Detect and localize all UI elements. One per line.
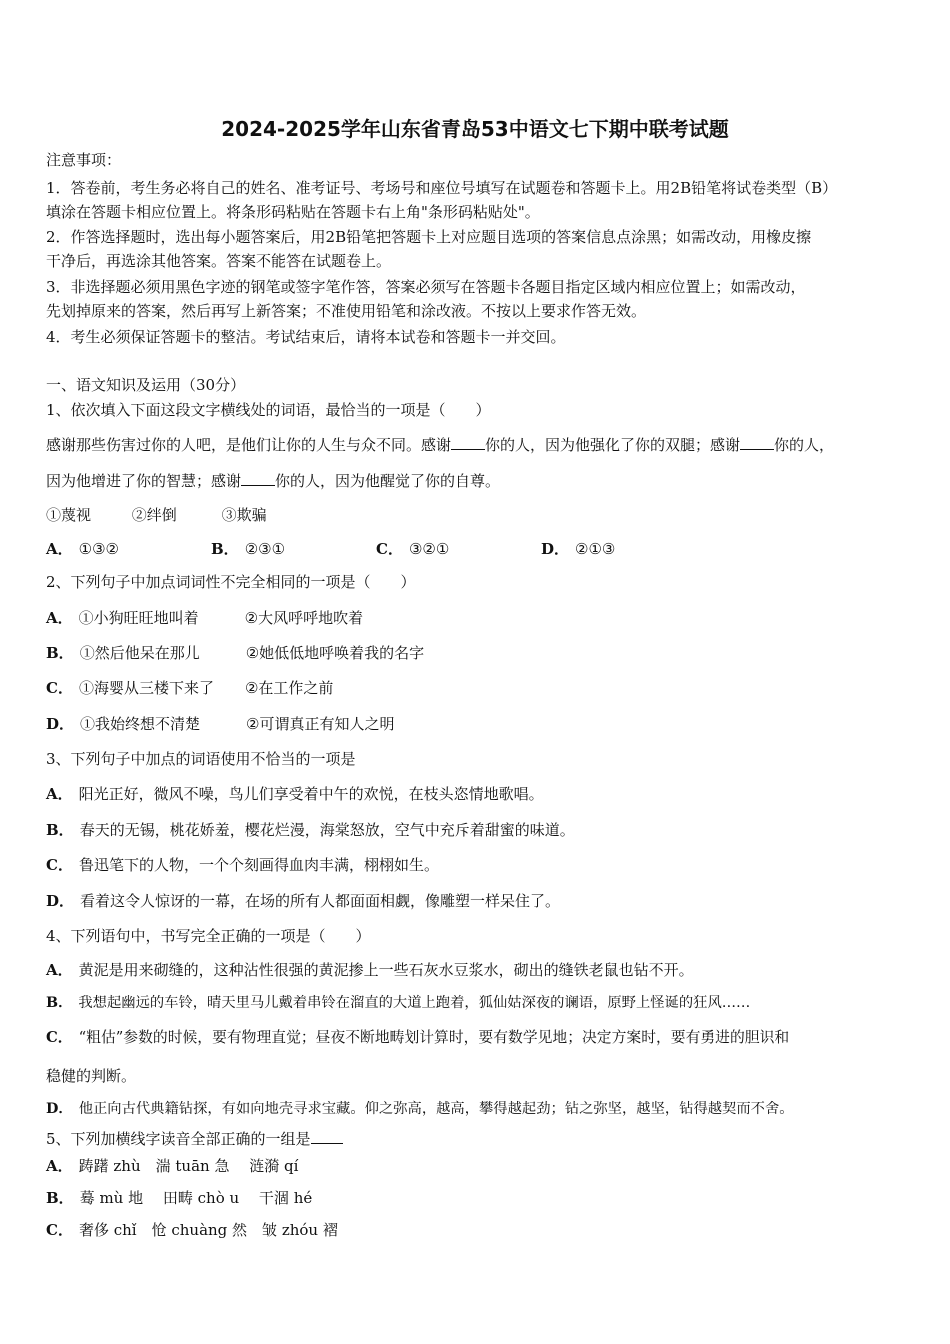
q3-stem: 3、下列句子中加点的词语使用不恰当的一项是 xyxy=(46,750,356,768)
q1-option-b-label: B． xyxy=(211,540,239,558)
q1-option-d[interactable] xyxy=(541,538,615,559)
q5-option-b[interactable] xyxy=(46,1188,312,1208)
q3-option-b[interactable] xyxy=(46,820,575,840)
page-title: 2024-2025学年山东省青岛53中语文七下期中联考试题 xyxy=(221,117,729,141)
q3-option-d[interactable] xyxy=(46,891,560,911)
q5-option-a-text: 踌躇 zhù 湍 tuān 急 涟漪 qí xyxy=(78,1157,299,1175)
q4-option-b-label: B． xyxy=(46,995,73,1011)
q4-option-d-label: D． xyxy=(46,1101,73,1117)
notice-line-4: 干净后，再选涂其他答案。答案不能答在试题卷上。 xyxy=(46,252,392,270)
q4-option-d-text: 他正向古代典籍钻探，有如向地壳寻求宝藏。仰之弥高，越高，攀得越起劲；钻之弥坚，越坚，钻得越契而不舍。 xyxy=(78,1101,794,1117)
q3-option-d-label: D． xyxy=(46,892,75,910)
q3-option-a-label: A． xyxy=(46,785,73,803)
q2-option-a-label: A． xyxy=(46,609,73,627)
q5-option-c-text: 奢侈 chǐ 怆 chuàng 然 皱 zhóu 褶 xyxy=(78,1221,338,1239)
q2-stem: 2、下列句子中加点词词性不完全相同的一项是（ ） xyxy=(46,573,416,591)
notice-line-6: 先划掉原来的答案，然后再写上新答案；不准使用铅笔和涂改液。不按以上要求作答无效。 xyxy=(46,302,647,320)
q1-blank-3 xyxy=(241,471,275,486)
q3-option-c[interactable] xyxy=(46,855,439,875)
q2-option-c-label: C． xyxy=(46,679,73,697)
q1-word-1: ①蔑视 xyxy=(46,506,92,524)
q2-option-d-part1: ①我始终想不清楚 xyxy=(80,715,201,733)
q1-option-a-label: A． xyxy=(46,540,73,558)
q3-option-b-label: B． xyxy=(46,821,74,839)
q5-option-c[interactable] xyxy=(46,1220,338,1240)
notice-line-2: 填涂在答题卡相应位置上。将条形码粘贴在答题卡右上角"条形码粘贴处"。 xyxy=(46,203,540,221)
q4-option-c-text: “粗估”参数的时候，要有物理直觉；昼夜不断地畴划计算时，要有数学见地；决定方案时，要有勇进的胆识和 xyxy=(78,1029,790,1046)
q2-option-c-part1: ①海婴从三楼下来了 xyxy=(78,679,214,697)
q1-text-1c: 你的人， xyxy=(774,436,835,454)
q1-blank-1 xyxy=(451,435,485,450)
q1-option-b-text: ②③① xyxy=(244,540,286,558)
q4-option-b-text: 我想起幽远的车铃，晴天里马儿戴着串铃在溜直的大道上跑着，狐仙姑深夜的谰语，原野上怪诞的狂风…… xyxy=(78,995,751,1011)
q5-stem: 5、下列加横线字读音全部正确的一组是 xyxy=(46,1130,311,1148)
q1-word-3: ③欺骗 xyxy=(221,506,267,524)
section-heading: 一、语文知识及运用（30分） xyxy=(46,376,246,394)
q2-option-a-part1: ①小狗旺旺地叫着 xyxy=(78,609,199,627)
notice-line-5: 3．非选择题必须用黑色字迹的钢笔或签字笔作答，答案必须写在答题卡各题目指定区域内相应位置上；如需改动， xyxy=(46,278,806,296)
q4-option-c[interactable] xyxy=(46,1028,789,1048)
q4-stem: 4、下列语句中，书写完全正确的一项是（ ） xyxy=(46,927,371,945)
q5-option-a[interactable] xyxy=(46,1156,298,1176)
q3-option-b-text: 春天的无锡，桃花娇羞，樱花烂漫，海棠怒放，空气中充斥着甜蜜的味道。 xyxy=(79,821,575,839)
notice-line-1: 1．答卷前，考生务必将自己的姓名、准考证号、考场号和座位号填写在试题卷和答题卡上。用2B铅笔将试卷类型（B） xyxy=(46,179,838,197)
q2-option-d-part2: ②可谓真正有知人之明 xyxy=(246,715,395,733)
q1-option-c-label: C． xyxy=(376,540,403,558)
q4-option-c-label: C． xyxy=(46,1029,73,1046)
q2-option-b[interactable] xyxy=(46,643,424,663)
q1-option-a-text: ①③② xyxy=(78,540,119,558)
notice-line-3: 2．作答选择题时，选出每小题答案后，用2B铅笔把答题卡上对应题目选项的答案信息点涂黑；如需改动，用橡皮擦 xyxy=(46,228,812,246)
q1-text-2a: 因为他增进了你的智慧；感谢 xyxy=(46,472,242,490)
q1-words xyxy=(46,505,267,525)
q4-option-d[interactable] xyxy=(46,1099,794,1119)
notice-heading: 注意事项： xyxy=(46,151,122,169)
q4-option-c-cont: 稳健的判断。 xyxy=(46,1067,137,1085)
q2-option-b-label: B． xyxy=(46,644,74,662)
q1-text-line-2 xyxy=(46,471,500,491)
q2-option-a-part2: ②大风呼呼地吹着 xyxy=(244,609,364,627)
q5-option-b-label: B． xyxy=(46,1189,74,1207)
q1-option-c-text: ③②① xyxy=(408,540,450,558)
notice-line-7: 4．考生必须保证答题卡的整洁。考试结束后，请将本试卷和答题卡一并交回。 xyxy=(46,328,566,346)
q3-option-a[interactable] xyxy=(46,784,544,804)
q1-text-1a: 感谢那些伤害过你的人吧，是他们让你的人生与众不同。感谢 xyxy=(46,436,452,454)
q5-blank xyxy=(311,1129,343,1144)
q1-blank-2 xyxy=(740,435,774,450)
q2-option-c-part2: ②在工作之前 xyxy=(244,679,334,697)
q4-option-a-text: 黄泥是用来砌缝的，这种沾性很强的黄泥掺上一些石灰水豆浆水，砌出的缝铁老鼠也钻不开。 xyxy=(78,961,694,979)
q2-option-b-part1: ①然后他呆在那儿 xyxy=(79,644,200,662)
q2-option-a[interactable] xyxy=(46,608,363,628)
q1-text-1b: 你的人，因为他强化了你的双腿；感谢 xyxy=(485,436,741,454)
q2-option-b-part2: ②她低低地呼唤着我的名字 xyxy=(245,644,425,662)
q1-stem: 1、依次填入下面这段文字横线处的词语，最恰当的一项是（ ） xyxy=(46,401,491,419)
q1-option-c[interactable] xyxy=(376,538,449,559)
q4-option-a[interactable] xyxy=(46,960,694,980)
q1-option-d-text: ②①③ xyxy=(575,540,616,558)
q5-option-a-label: A． xyxy=(46,1157,73,1175)
q5-option-c-label: C． xyxy=(46,1221,73,1239)
q1-option-d-label: D． xyxy=(541,540,570,558)
q3-option-a-text: 阳光正好，微风不噪，鸟儿们享受着中午的欢悦，在枝头恣情地歌唱。 xyxy=(78,785,544,803)
q1-option-a[interactable] xyxy=(46,538,119,559)
q4-option-b[interactable] xyxy=(46,993,750,1013)
q1-word-2: ②绊倒 xyxy=(131,506,177,524)
q5-option-b-text: 蓦 mù 地 田畴 chò u 干涸 hé xyxy=(79,1189,313,1207)
q2-option-d-label: D． xyxy=(46,715,75,733)
q1-text-2b: 你的人，因为他醒觉了你的自尊。 xyxy=(275,472,501,490)
q1-text-line-1 xyxy=(46,435,834,455)
q4-option-a-label: A． xyxy=(46,961,73,979)
q3-option-d-text: 看着这令人惊讶的一幕，在场的所有人都面面相觑，像雕塑一样呆住了。 xyxy=(80,892,561,910)
q3-option-c-text: 鲁迅笔下的人物，一个个刻画得血肉丰满，栩栩如生。 xyxy=(78,856,439,874)
q2-option-c[interactable] xyxy=(46,678,333,698)
q3-option-c-label: C． xyxy=(46,856,73,874)
q1-option-b[interactable] xyxy=(211,538,285,559)
q2-option-d[interactable] xyxy=(46,714,394,734)
q5-stem-line xyxy=(46,1129,343,1149)
